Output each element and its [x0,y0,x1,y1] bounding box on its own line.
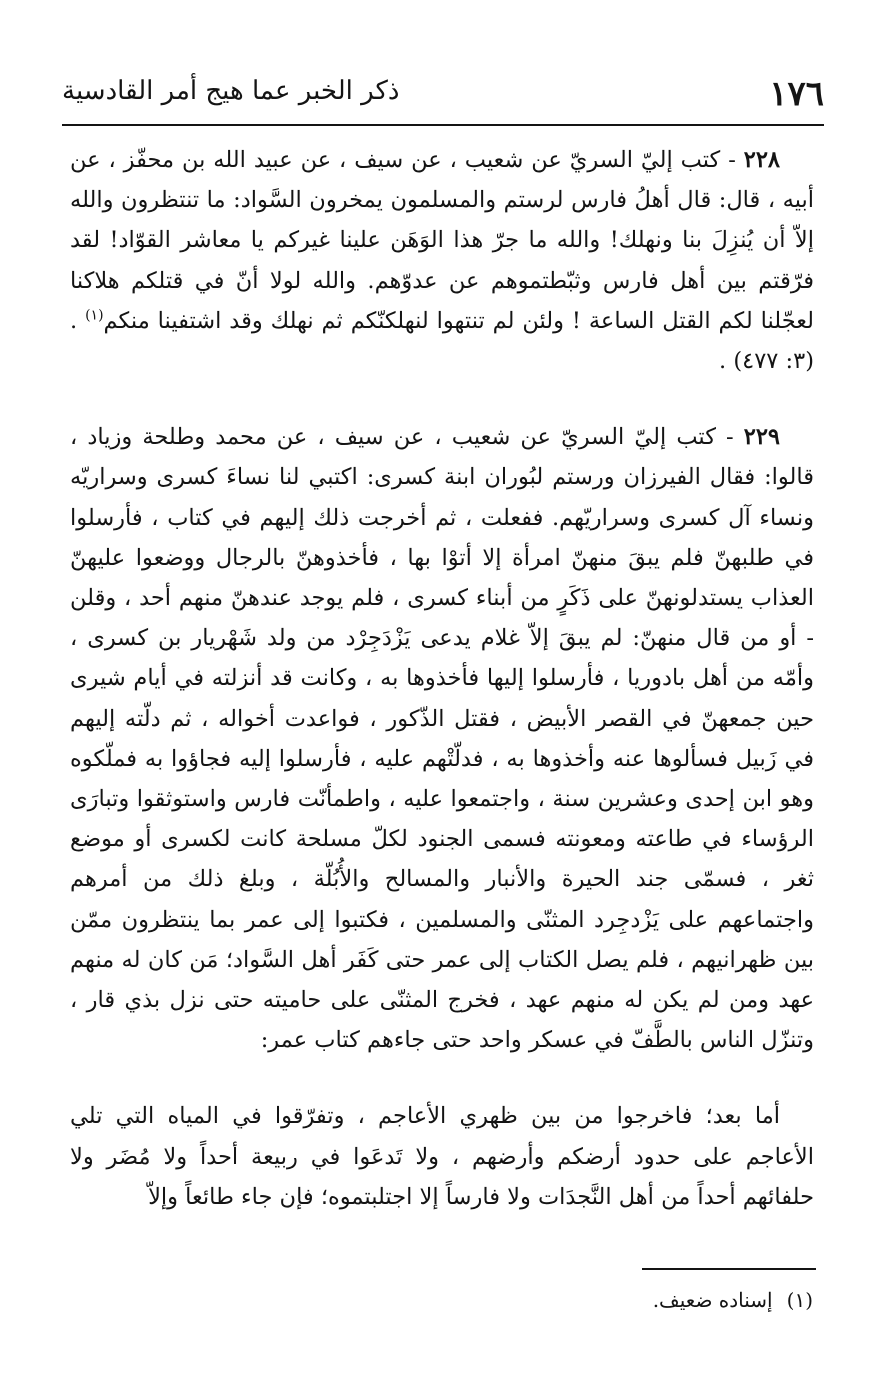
footnote [653,1288,813,1312]
running-title: ذكر الخبر عما هيج أمر القادسية [62,76,400,106]
letter-paragraph [70,1096,814,1217]
paragraph-text: - كتب إليّ السريّ عن شعيب ، عن سيف ، عن عبيد الله بن محفّز ، عن أبيه ، قال: قال أهلُ فارس لرستم والمسلمون يمخرون السَّواد: ما تنتظرون والله إلاّ أن يُنزِلَ بنا ونهلك! والله ما جرّ هذا الوَهَن علينا غيركم يا معاشر القوّاد! لقد فرّقتم بين أهل فارس وثبّطتموهم عن عدوّهم. والله لولا أنّ في قتلكم هلاكنا لعجّلنا لكم القتل الساعة ! ولئن لم تنتهوا لنهلكنّكم ثم نهلك وقد اشتفينا منكم [70,147,814,334]
header-rule [62,124,824,126]
citation: . (٣: ٤٧٧) . [70,307,814,375]
footnote-reference[interactable]: (١) [85,307,104,324]
paragraph-text: - كتب إليّ السريّ عن شعيب ، عن سيف ، عن محمد وطلحة وزياد ، قالوا: فقال الفيرزان ورستم لبُوران ابنة كسرى: اكتبي لنا نساءَ كسرى وسراريّه ونساء آل كسرى وسراريّهم. ففعلت ، ثم أخرجت ذلك إليهم في كتاب ، فأرسلوا في طلبهنّ فلم يبقَ منهنّ امرأة إلا أتوْا بها ، فأخذوهنّ بالرجال ووضعوا عليهنّ العذاب يستدلونهنّ على ذَكَرٍ من أبناء كسرى ، فلم يوجد عندهنّ منهم أحد ، وقلن - أو من قال منهنّ: لم يبقَ إلاّ غلام يدعى يَزْدَجِرْد من ولد شَهْريار بن كسرى ، وأمّه من أهل بادوريا ، فأرسلوا إليها فأخذوها به ، وكانت قد أنزلته في أيام شيرى حين جمعهنّ في القصر الأبيض ، فقتل الذّكور ، فواعدت أخواله ، ثم دلّته إليهم في زَبيل فسألوها عنه وأخذوها به ، فدلّتْهم عليه ، فأرسلوا إليه فجاؤوا به فملّكوه وهو ابن إحدى وعشرين سنة ، واجتمعوا عليه ، واطمأنّت فارس واستوثقوا وتبارَى الرؤساء في طاعته ومعونته فسمى الجنود لكلّ مسلحة كانت لكسرى أو موضع ثغر ، فسمّى جند الحيرة والأنبار والمسالح والأُبُلّة ، وبلغ ذلك من أمرهم واجتماعهم على يَزْدجِرد المثنّى والمسلمين ، فكتبوا إلى عمر بما ينتظرون ممّن بين ظهرانيهم ، فلم يصل الكتاب إلى عمر حتى كَفَر أهل السَّواد؛ مَن كان له منهم عهد ومن لم يكن له منهم عهد ، فخرج المثنّى على حاميته حتى نزل بذي قار ، وتنزّل الناس بالطَّفّ في عسكر واحد حتى جاءهم كتاب عمر: [70,424,814,1054]
report-number: ٢٢٨ [743,147,780,173]
paragraph-text: أما بعد؛ فاخرجوا من بين ظهري الأعاجم ، وتفرّقوا في المياه التي تلي الأعاجم على حدود أرضكم وأرضهم ، ولا تَدعَوا في ربيعة أحداً ولا مُضَر ولا حلفائهم أحداً من أهل النَّجدَات ولا فارساً إلا اجتلبتموه؛ فإن جاء طائعاً وإلاّ [70,1103,814,1210]
footnote-rule [642,1268,816,1270]
paragraph-gap [70,1060,814,1096]
main-text [70,140,814,1217]
paragraph-228 [70,140,814,381]
footnote-text: إسناده ضعيف. [652,1288,773,1312]
report-number: ٢٢٩ [743,424,781,451]
paragraph-229 [70,417,814,1060]
page-header [62,72,824,120]
paragraph-gap [70,381,814,417]
footnote-mark: (١) [786,1288,813,1312]
page-number: ١٧٦ [769,74,824,114]
